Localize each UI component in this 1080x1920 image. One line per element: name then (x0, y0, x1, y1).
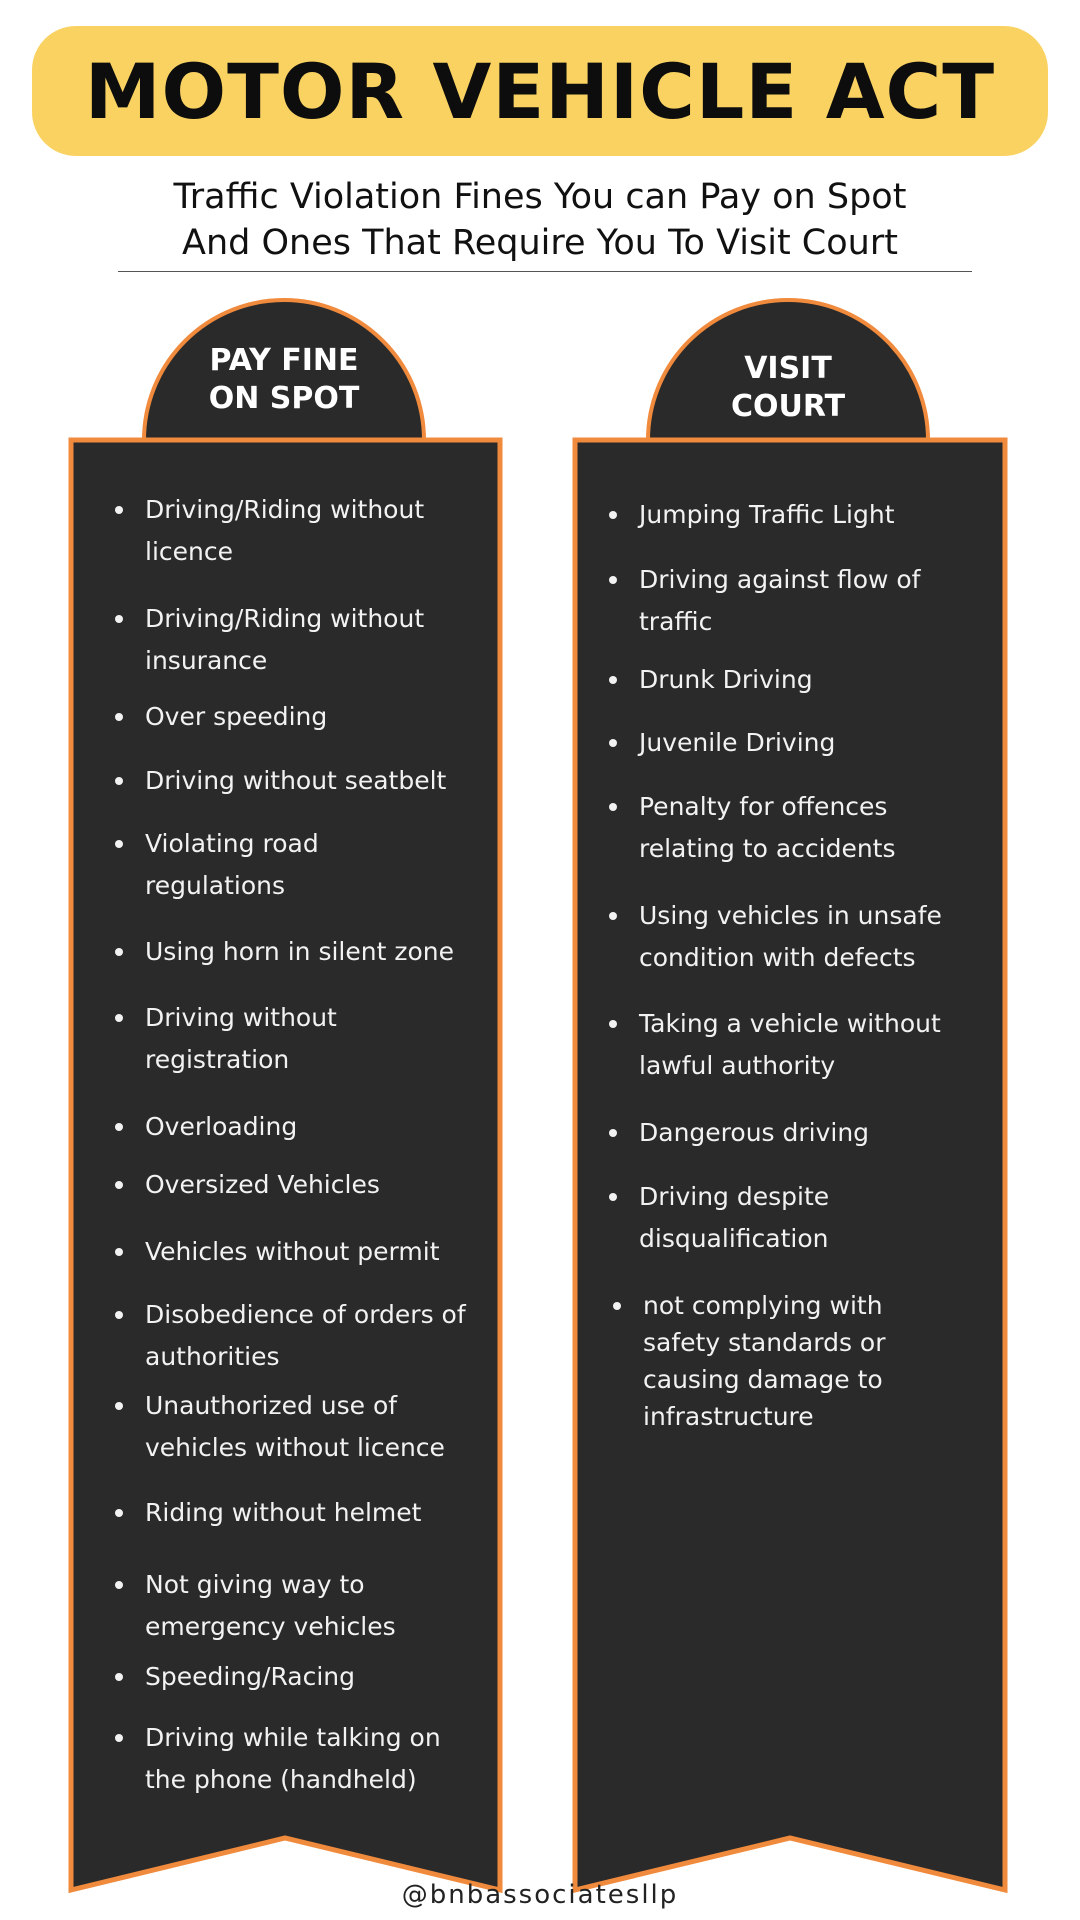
right-panel-ribbon (575, 440, 1005, 1890)
subtitle-line-2: And Ones That Require You To Visit Court (182, 223, 898, 263)
list-item: Over speeding (115, 696, 327, 738)
list-item: Driving despite disqualification (609, 1176, 899, 1260)
pay-fine-heading-line-1: PAY FINE (209, 343, 359, 378)
visit-court-heading (648, 350, 928, 426)
list-item: Drunk Driving (609, 659, 813, 701)
list-item: Driving without seatbelt (115, 760, 446, 802)
list-item: Speeding/Racing (115, 1656, 355, 1698)
list-item: Violating road regulations (115, 823, 405, 907)
pay-fine-heading-line-2: ON SPOT (208, 381, 360, 416)
list-item: Disobedience of orders of authorities (115, 1294, 475, 1378)
list-item: Driving against flow of traffic (609, 559, 969, 643)
list-item: Not giving way to emergency vehicles (115, 1564, 435, 1648)
list-item: Penalty for offences relating to accidents (609, 786, 939, 870)
list-item: Driving/Riding without licence (115, 489, 465, 573)
list-item: Overloading (115, 1106, 297, 1148)
list-item: Juvenile Driving (609, 722, 835, 764)
social-handle: @bnbassociatesllp (401, 1880, 679, 1910)
list-item: Oversized Vehicles (115, 1164, 380, 1206)
list-item: Jumping Traffic Light (609, 494, 895, 536)
list-item: not complying with safety standards or causing damage to infrastructure (613, 1287, 933, 1435)
visit-court-heading-line-2: COURT (730, 389, 846, 424)
list-item: Driving while talking on the phone (handheld) (115, 1717, 475, 1801)
list-item: Driving/Riding without insurance (115, 598, 465, 682)
list-item: Riding without helmet (115, 1492, 421, 1534)
list-item: Unauthorized use of vehicles without licence (115, 1385, 475, 1469)
list-item: Dangerous driving (609, 1112, 869, 1154)
subtitle-line-1: Traffic Violation Fines You can Pay on Spot (173, 177, 907, 217)
list-item: Taking a vehicle without lawful authority (609, 1003, 979, 1087)
list-item: Driving without registration (115, 997, 405, 1081)
list-item: Using vehicles in unsafe condition with defects (609, 895, 979, 979)
pay-fine-heading (144, 342, 424, 418)
visit-court-heading-line-1: VISIT (744, 351, 832, 386)
list-item: Using horn in silent zone (115, 931, 454, 973)
list-item: Vehicles without permit (115, 1231, 440, 1273)
page-title: MOTOR VEHICLE ACT (84, 46, 996, 136)
